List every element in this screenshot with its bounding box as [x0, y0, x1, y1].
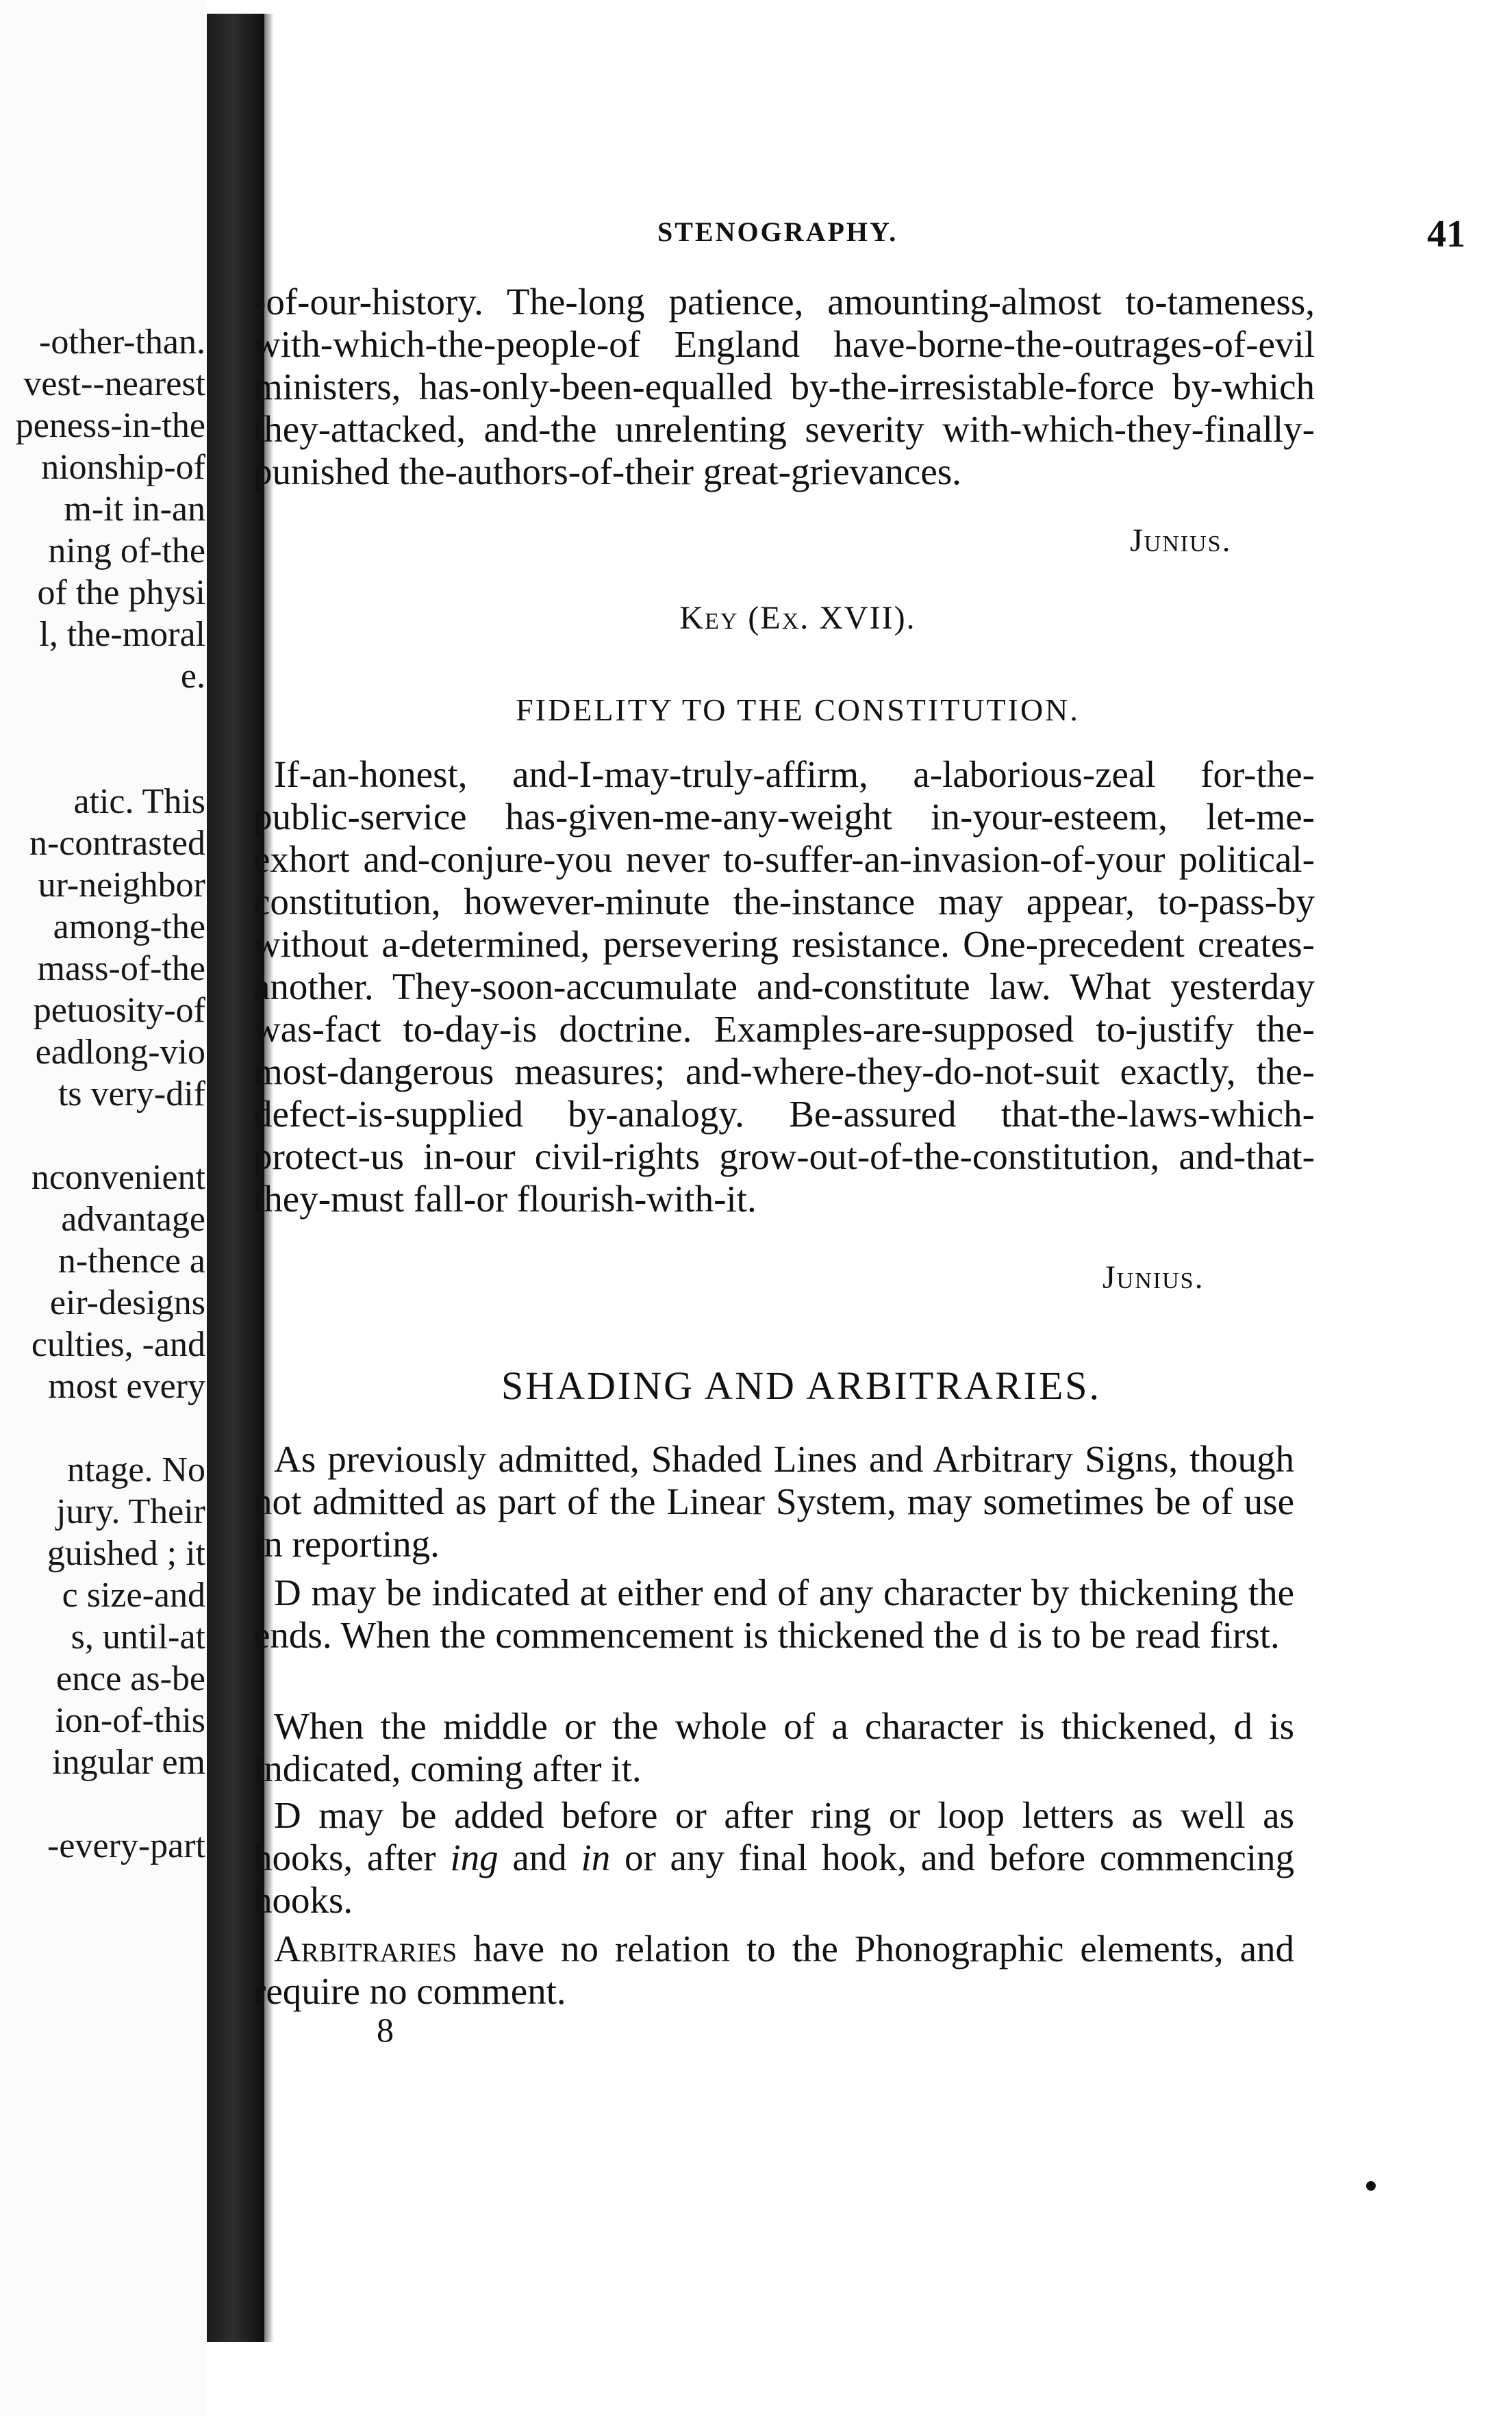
page-header — [253, 213, 1465, 257]
facing-page-line: mass-of-the — [37, 949, 205, 988]
key-passage: If-an-honest, and-I-may-truly-affirm, a-laborious-zeal for-the-public-service has-given-me-any-weight in-your-esteem, let-me-exhort and-conjure-you never to-suffer-an-invasion-of-your political-constitution, however-minute the-instance may appear, to-pass-by without a-determined, persevering resistance. One-precedent creates-another. They-soon-accumulate and-constitute law. What yesterday was-fact to-day-is doctrine. Examples-are-supposed to-justify the-most-dangerous measures; and-where-they-do-not-suit exactly, the-defect-is-supplied by-analogy. Be-assured that-the-laws-which-protect-us in-our civil-rights grow-out-of-the-constitution, and-that-they-must fall-or flourish-with-it. — [253, 753, 1315, 1220]
p5-text: have no relation to the Phonographic elements, and require no comment. — [253, 1928, 1294, 2012]
facing-page-line: nionship-of — [41, 448, 205, 487]
facing-page-line: n-contrasted — [29, 824, 205, 863]
facing-page-line: n-thence a — [58, 1242, 205, 1281]
facing-page-line: ingular em — [52, 1743, 205, 1782]
p4-in: in — [581, 1837, 611, 1878]
facing-page-line: ur-neighbor — [38, 866, 205, 905]
facing-page-line: ence as-be — [56, 1659, 205, 1698]
facing-page-line: m-it in-an — [64, 490, 205, 529]
ink-spot — [1366, 2181, 1376, 2191]
facing-page — [0, 0, 205, 2416]
facing-page-line: guished ; it — [47, 1534, 205, 1573]
section-paragraph-1: As previously admitted, Shaded Lines and Arbitrary Signs, though not admitted as part of the Linear System, may sometimes be of use in reporting. — [253, 1438, 1294, 1565]
facing-page-line: ion-of-this — [55, 1701, 205, 1740]
facing-page-line: eadlong-vio — [35, 1033, 205, 1072]
key-title: FIDELITY TO THE CONSTITUTION. — [516, 692, 1080, 727]
facing-page-line: s, until-at — [71, 1618, 205, 1657]
p4-and: and — [512, 1837, 567, 1878]
key-heading — [253, 599, 1342, 637]
facing-page-line: l, the-moral — [39, 615, 205, 654]
facing-page-line: atic. This — [73, 782, 205, 821]
facing-page-line: of the physi — [37, 573, 205, 612]
section-paragraph-5 — [253, 1928, 1294, 2013]
page-number: 41 — [1427, 213, 1465, 255]
facing-page-line: ntage. No — [66, 1450, 205, 1489]
facing-page-line: eir-designs — [49, 1283, 205, 1322]
p5-arbitraries: Arbitraries — [274, 1928, 457, 1970]
facing-page-line: c size-and — [62, 1576, 205, 1615]
signature-folio: 8 — [377, 2011, 394, 2049]
section-paragraph-4 — [253, 1794, 1294, 1922]
facing-page-line: peness-in-the — [15, 406, 205, 445]
book-page — [253, 0, 1465, 2416]
running-head: STENOGRAPHY. — [657, 216, 898, 247]
top-passage-signature: Junius. — [1130, 523, 1232, 559]
section-title: SHADING AND ARBITRARIES. — [501, 1363, 1101, 1408]
key-heading-text: Key (Ex. XVII). — [679, 600, 916, 636]
section-paragraph-3: When the middle or the whole of a character is thickened, d is indicated, coming after it. — [253, 1705, 1294, 1789]
facing-page-line: nconvenient — [31, 1158, 205, 1197]
p4-ing: ing — [450, 1837, 499, 1878]
facing-page-line: among-the — [53, 907, 205, 946]
facing-page-line: e. — [180, 657, 205, 696]
facing-page-line: advantage — [61, 1200, 205, 1239]
facing-page-line: -other-than. — [39, 323, 205, 362]
facing-page-line: ning of-the — [48, 531, 205, 570]
facing-page-line: vest--nearest — [23, 364, 205, 403]
facing-page-line: most every — [48, 1367, 205, 1406]
facing-page-line: ts very-dif — [58, 1074, 205, 1113]
facing-page-line: culties, -and — [31, 1325, 205, 1364]
key-passage-signature: Junius. — [1102, 1259, 1205, 1296]
p4-text-b: or any final hook, and before commencing hooks. — [253, 1837, 1294, 1921]
section-paragraph-2: D may be indicated at either end of any character by thickening the ends. When the commencement is thickened the d is to be read first. — [253, 1572, 1294, 1656]
facing-page-line: jury. Their — [55, 1492, 205, 1531]
facing-page-line: -every-part — [47, 1826, 205, 1865]
p4-text-a: D may be added before or after ring or loop letters as well as hooks, after — [253, 1794, 1294, 1878]
facing-page-line: petuosity-of — [33, 991, 205, 1030]
top-passage: -of-our-history. The-long patience, amounting-almost to-tameness, with-which-the-people-of England have-borne-the-outrages-of-evil ministers, has-only-been-equalled by-the-irresistable-force by-which they-attacked, and-the unrelenting severity with-which-they-finally-punished the-authors-of-their great-grievances. — [253, 281, 1315, 492]
